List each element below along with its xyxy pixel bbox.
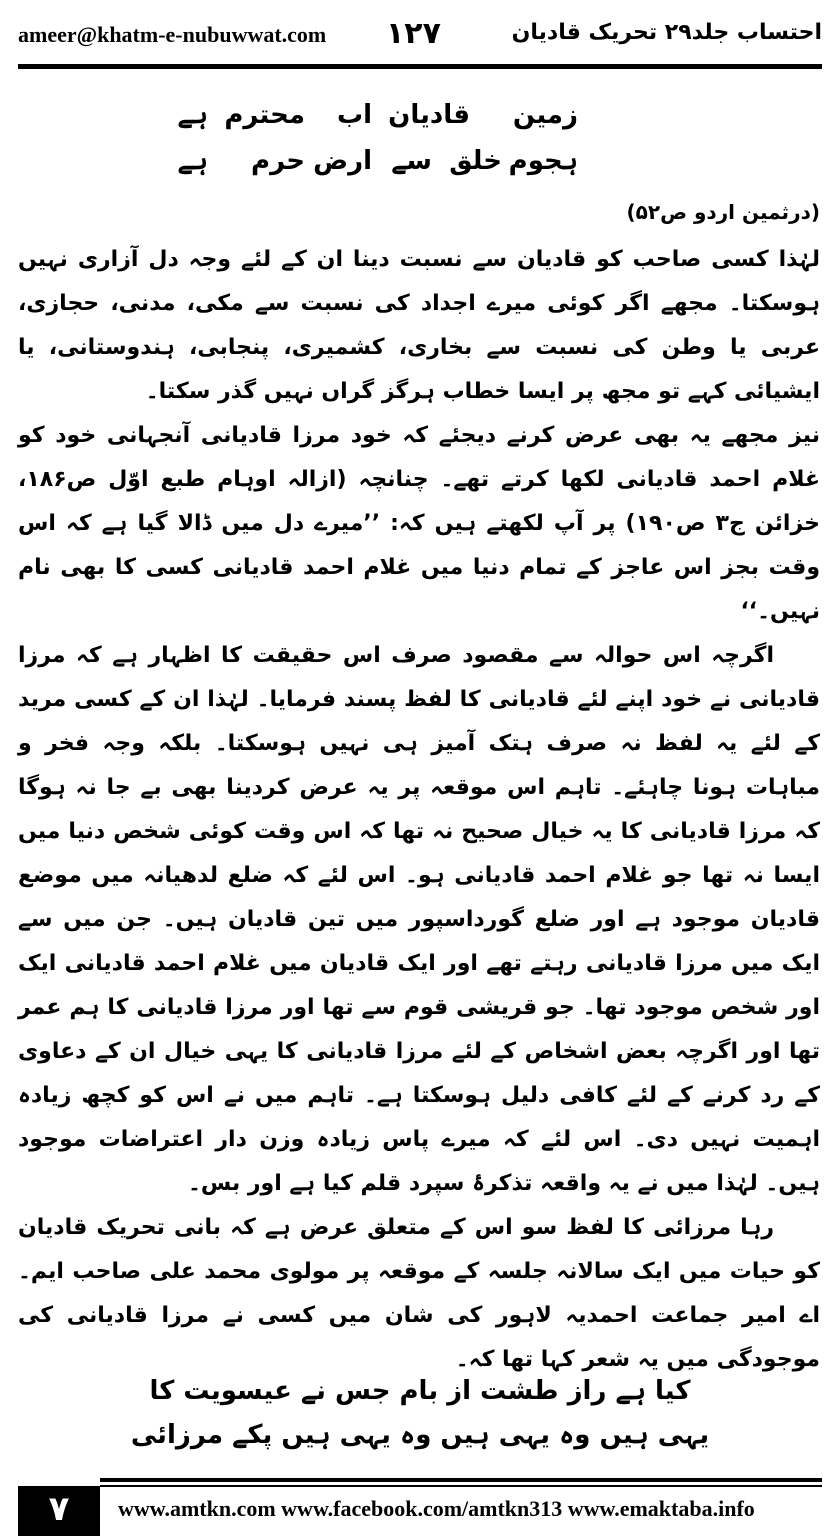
verse-word: زمین (512, 100, 578, 130)
verse-reference: (درثمین اردو ص۵۲) (626, 200, 820, 224)
couplet-line-1: کیا ہے راز طشت از بام جس نے عیسویت کا (149, 1376, 691, 1406)
footer-links: www.amtkn.com www.facebook.com/amtkn313 www.emaktaba.info (118, 1496, 755, 1521)
verse-word: ہے (177, 100, 208, 130)
paragraph: لہٰذا کسی صاحب کو قادیان سے نسبت دینا ان کے لئے وجہ دل آزاری نہیں ہوسکتا۔ مجھے اگر کوئی میرے اجداد کی نسبت سے مکی، مدنی، حجازی، عربی یا وطن کی نسبت سے بخاری، کشمیری، پنجابی، ہندوستانی، یا ایشیائی کہے تو مجھ پر ایسا خطاب ہرگز گراں نہیں گذر سکتا۔ (18, 247, 820, 404)
footer-page-number: ۷ (18, 1486, 100, 1536)
footer-rule (100, 1478, 822, 1482)
page-header (18, 14, 822, 62)
verse-word: حرم (251, 146, 305, 176)
verse-word: ہجوم (508, 146, 578, 176)
paragraph: اگرچہ اس حوالہ سے مقصود صرف اس حقیقت کا اظہار ہے کہ مرزا قادیانی نے خود اپنے لئے قادیانی کا لفظ پسند فرمایا۔ لہٰذا ان کے کسی مرید کے لئے یہ لفظ نہ صرف ہتک آمیز ہی نہیں ہوسکتا۔ بلکہ وجہ فخر و مباہات ہونا چاہئے۔ تاہم اس موقعہ پر یہ عرض کردینا بھی بے جا نہ ہوگا کہ مرزا قادیانی کا یہ خیال صحیح نہ تھا کہ اس وقت کوئی شخص دنیا میں ایسا نہ تھا جو غلام احمد قادیانی ہو۔ اس لئے کہ ضلع لدھیانہ میں موضع قادیان موجود ہے اور ضلع گورداسپور میں تین قادیان ہیں۔ جن میں سے ایک میں مرزا قادیانی رہتے تھے اور ایک قادیان میں غلام احمد قادیانی ایک اور شخص موجود تھا۔ جو قریشی قوم سے تھا اور مرزا قادیانی کا ہم عمر تھا اور اگرچہ بعض اشخاص کے لئے مرزا قادیانی کا یہی خیال ان کے دعاوی کے رد کرنے کے لئے کافی دلیل ہوسکتا ہے۔ تاہم میں نے اس کو کچھ زیادہ اہمیت نہیں دی۔ اس لئے کہ میرے پاس زیادہ وزن دار اعتراضات موجود ہیں۔ لہٰذا میں نے یہ واقعہ تذکرۂ سپرد قلم کیا ہے اور بس۔ (18, 643, 821, 1196)
verse-word: ارض (313, 146, 372, 176)
verse-word: خلق (449, 146, 502, 176)
verse-word: قادیان (388, 100, 470, 130)
header-rule (18, 64, 822, 69)
paragraph: رہا مرزائی کا لفظ سو اس کے متعلق عرض ہے کہ بانی تحریک قادیان کو حیات میں ایک سالانہ جلسہ کے موقعہ پر مولوی محمد علی صاحب ایم۔اے امیر جماعت احمدیہ لاہور کی شان میں کسی نے مرزا قادیانی کی موجودگی میں یہ شعر کہا تھا کہ۔ (18, 1215, 820, 1372)
verse-word: ہے (177, 146, 208, 176)
paragraph: نیز مجھے یہ بھی عرض کرنے دیجئے کہ خود مرزا قادیانی آنجہانی خود کو غلام احمد قادیانی لکھا کرتے تھے۔ چنانچہ (ازالہ اوہام طبع اوّل ص۱۸۶، خزائن ج۳ ص۱۹۰) پر آپ لکھتے ہیں کہ: ’’میرے دل میں ڈالا گیا ہے کہ اس وقت بجز اس عاجز کے تمام دنیا میں غلام احمد قادیانی کسی کا بھی نام نہیں۔‘‘ (18, 423, 821, 624)
email-address: ameer@khatm-e-nubuwwat.com (18, 22, 327, 47)
verse-word: محترم (224, 100, 305, 130)
body-text (18, 238, 820, 1382)
couplet-line-2: یہی ہیں وہ یہی ہیں وہ یہی ہیں پکے مرزائی (130, 1420, 710, 1450)
book-title: احتساب جلد۲۹ تحریک قادیان (511, 20, 822, 45)
verse-word: سے (391, 146, 432, 176)
verse-word: اب (336, 100, 372, 130)
page-number: ۱۲۷ (386, 16, 441, 51)
footer-rule-thin (100, 1485, 822, 1487)
